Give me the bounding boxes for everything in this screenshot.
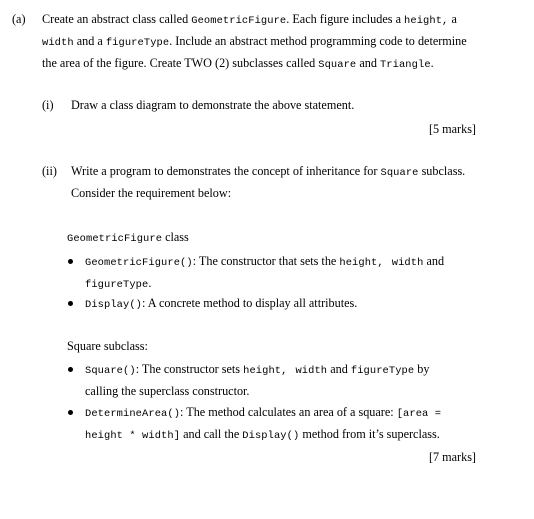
geo-item-constructor: GeometricFigure(): The constructor that sets the height, width and <box>85 254 445 269</box>
square-item-constructor: Square(): The constructor sets height, width and figureType by <box>85 362 430 377</box>
bullet-dot <box>68 410 73 415</box>
geometric-class-heading: GeometricFigure class <box>67 230 189 245</box>
intro-line-1: Create an abstract class called GeometricFigure. Each figure includes a height, a <box>42 12 457 27</box>
question-label: (a) <box>12 12 26 26</box>
bullet-dot <box>68 301 73 306</box>
part-ii-line-1: Write a program to demonstrates the concept of inheritance for Square subclass. <box>71 164 466 179</box>
bullet-dot <box>68 259 73 264</box>
bullet-dot <box>68 367 73 372</box>
intro-line-2: width and a figureType. Include an abstract method programming code to determine <box>42 34 467 49</box>
part-ii-label: (ii) <box>42 164 57 178</box>
square-subclass-heading: Square subclass: <box>67 339 148 353</box>
part-ii-marks: [7 marks] <box>428 450 476 464</box>
square-item-constructor-line-2: calling the superclass constructor. <box>85 384 250 398</box>
square-item-determine-area: DetermineArea(): The method calculates an area of a square: [area = <box>85 405 442 420</box>
part-i-label: (i) <box>42 98 54 112</box>
part-ii-line-2: Consider the requirement below: <box>71 186 232 200</box>
part-i-text: Draw a class diagram to demonstrate the above statement. <box>71 98 355 112</box>
part-i-marks: [5 marks] <box>428 122 476 136</box>
geo-item-display: Display(): A concrete method to display all attributes. <box>85 296 358 311</box>
geo-item-constructor-line-2: figureType. <box>85 276 152 291</box>
intro-line-3: the area of the figure. Create TWO (2) subclasses called Square and Triangle. <box>42 56 434 71</box>
square-item-determine-area-line-2: height * width] and call the Display() method from it’s superclass. <box>85 427 440 442</box>
